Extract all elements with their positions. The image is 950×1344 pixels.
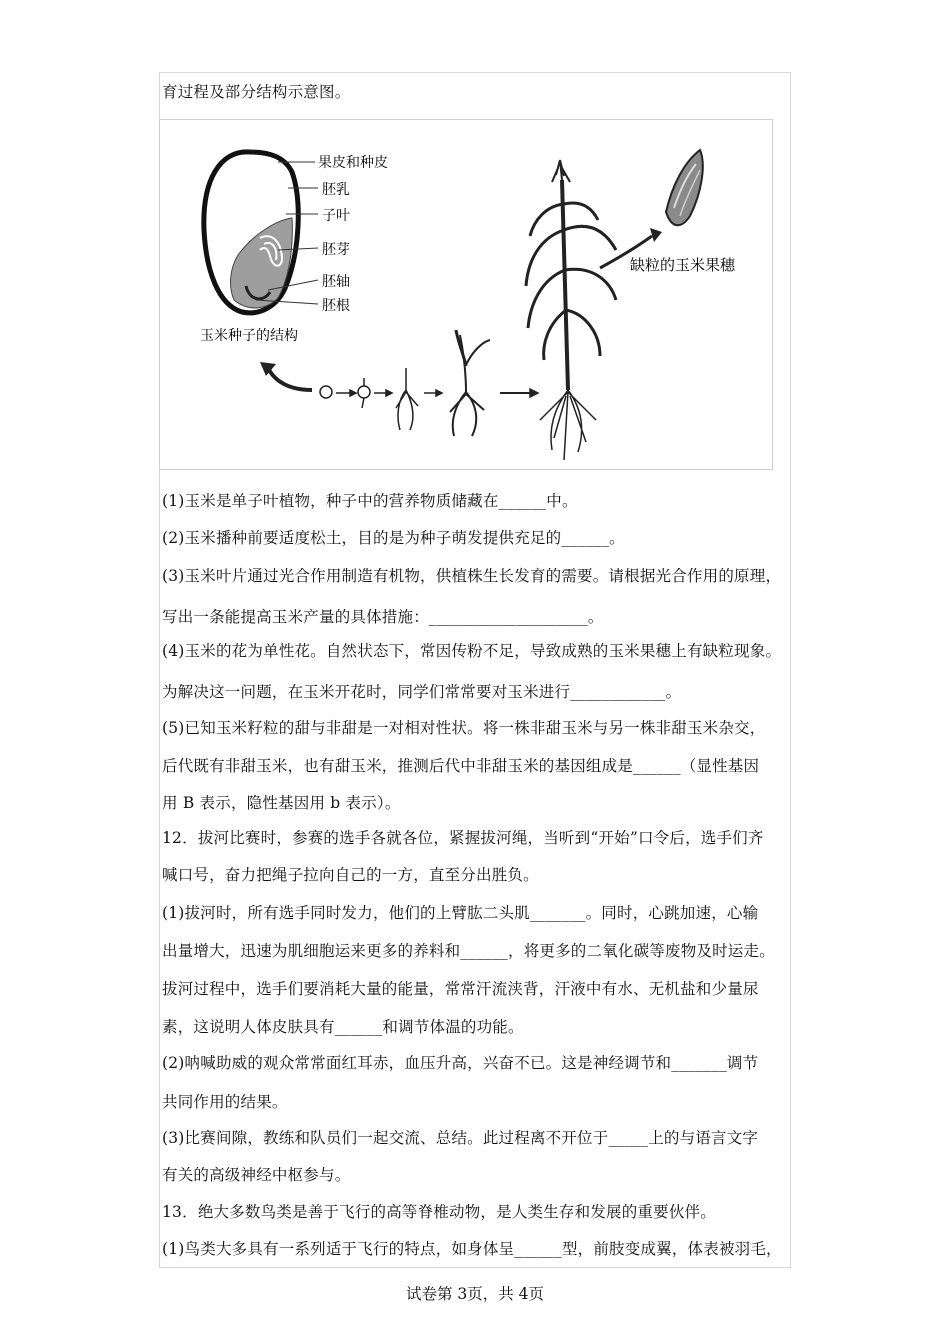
label-plumule: 胚芽 <box>322 242 350 258</box>
ear-caption: 缺粒的玉米果穗 <box>630 256 736 274</box>
corn-seed-diagram <box>204 152 298 313</box>
text-line: 共同作用的结果。 <box>162 1093 288 1111</box>
label-radicle: 胚根 <box>322 298 350 314</box>
label-pericarp: 果皮和种皮 <box>318 155 388 171</box>
text-line: 拔河过程中，选手们要消耗大量的能量，常常汗流浃背，汗液中有水、无机盐和少量尿 <box>162 980 759 998</box>
text-line: 出量增大，迅速为肌细胞运来更多的养料和______，将更多的二氧化碳等废物及时运走。 <box>162 942 775 960</box>
text-line: (2)玉米播种前要适度松土，目的是为种子萌发提供充足的______。 <box>162 529 625 547</box>
text-line: (5)已知玉米籽粒的甜与非甜是一对相对性状。将一株非甜玉米与另一株非甜玉米杂交， <box>162 719 766 737</box>
text-line: 用 B 表示，隐性基因用 b 表示）。 <box>162 794 401 812</box>
corn-ear-illustration <box>666 150 703 225</box>
text-line: 育过程及部分结构示意图。 <box>162 83 351 101</box>
text-line: 素，这说明人体皮肤具有______和调节体温的功能。 <box>162 1018 524 1036</box>
question-13: 13．绝大多数鸟类是善于飞行的高等脊椎动物，是人类生存和发展的重要伙伴。 <box>162 1203 716 1221</box>
text-line: (4)玉米的花为单性花。自然状态下，常因传粉不足，导致成熟的玉米果穗上有缺粒现象。 <box>162 642 782 660</box>
text-line: 为解决这一问题，在玉米开花时，同学们常常要对玉米进行____________。 <box>162 683 682 701</box>
question-12: 12．拔河比赛时，参赛的选手各就各位，紧握拔河绳，当听到“开始”口令后，选手们齐 <box>162 829 764 847</box>
corn-growth-figure <box>159 119 773 470</box>
text-line: (3)玉米叶片通过光合作用制造有机物，供植株生长发育的需要。请根据光合作用的原理， <box>162 567 782 585</box>
seed-caption: 玉米种子的结构 <box>200 328 298 344</box>
text-line: 写出一条能提高玉米产量的具体措施：____________________。 <box>162 608 604 626</box>
label-cotyledon: 子叶 <box>322 208 350 224</box>
text-line: (1)玉米是单子叶植物，种子中的营养物质储藏在______中。 <box>162 492 578 510</box>
text-line: (1)鸟类大多具有一系列适于飞行的特点，如身体呈______型，前肢变成翼，体表被羽毛， <box>162 1240 782 1258</box>
text-line: (1)拔河时，所有选手同时发力，他们的上臂肱二头肌_______。同时，心跳加速，心输 <box>162 904 759 922</box>
text-line: (3)比赛间隙，教练和队员们一起交流、总结。此过程离不开位于_____上的与语言文字 <box>162 1129 759 1147</box>
corn-plant-illustration <box>526 160 616 460</box>
label-endosperm: 胚乳 <box>322 182 350 198</box>
text-line: 喊口号，奋力把绳子拉向自己的一方，直至分出胜负。 <box>162 866 539 884</box>
text-line: (2)呐喊助威的观众常常面红耳赤，血压升高，兴奋不已。这是神经调节和_______调节 <box>162 1054 759 1072</box>
curved-arrow-icon <box>268 368 312 390</box>
text-line: 有关的高级神经中枢参与。 <box>162 1166 351 1184</box>
label-hypocotyl: 胚轴 <box>322 274 350 290</box>
text-line: 后代既有非甜玉米，也有甜玉米，推测后代中非甜玉米的基因组成是______（显性基因 <box>162 757 760 775</box>
page-footer: 试卷第 3页，共 4页 <box>405 1285 545 1303</box>
germination-stages <box>320 330 538 436</box>
